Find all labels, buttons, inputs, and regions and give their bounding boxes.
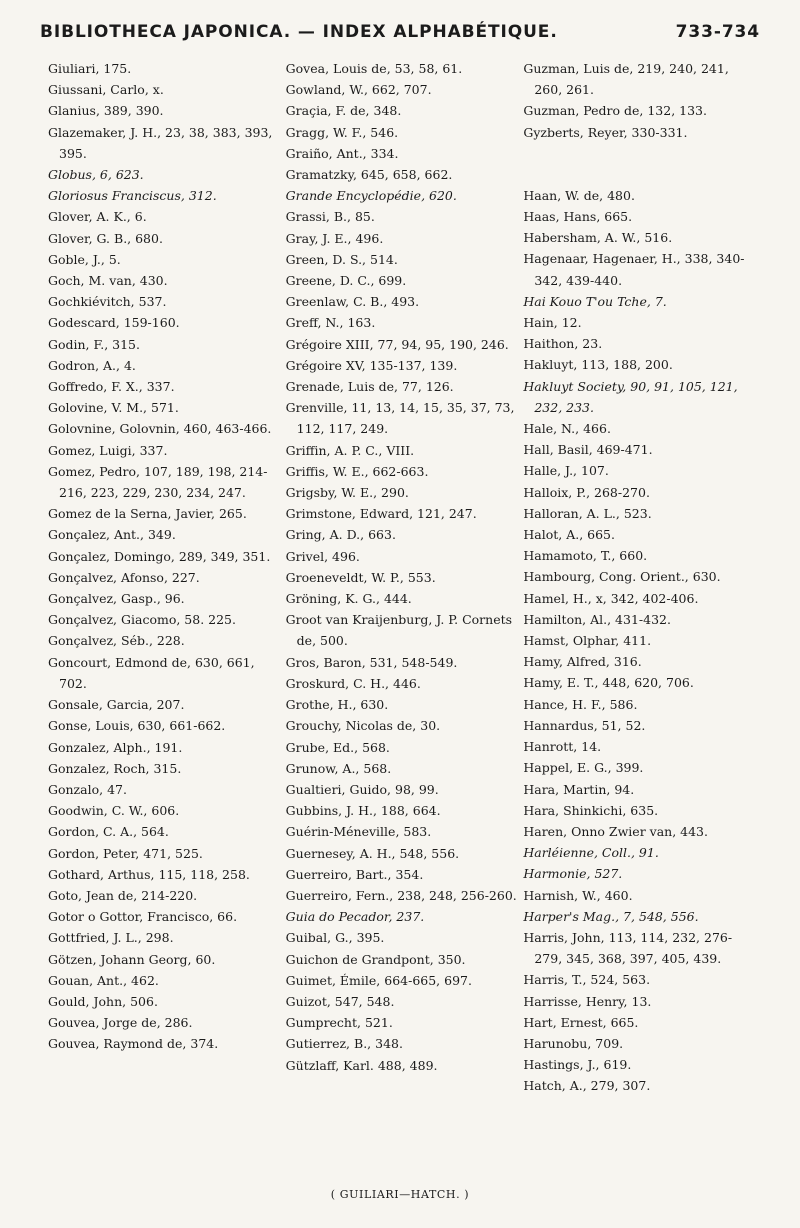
index-entry: Gonsale, Garcia, 207. (48, 697, 185, 713)
index-entry: Grenville, 11, 13, 14, 15, 35, 37, 73, 112, 117, 249. (285, 400, 515, 437)
index-entry: Glanius, 389, 390. (48, 103, 164, 119)
index-entry: Gützlaff, Karl. 488, 489. (285, 1057, 438, 1073)
index-entry: Grunow, A., 568. (285, 760, 392, 776)
index-entry: Gotor o Gottor, Francisco, 66. (48, 909, 238, 925)
index-entry: Hatch, A., 279, 307. (523, 1078, 651, 1094)
page-header (40, 22, 760, 42)
index-entry: Grassi, B., 85. (285, 209, 375, 225)
index-entry: Groskurd, C. H., 446. (285, 675, 421, 691)
index-entry: Gouan, Ant., 462. (48, 972, 159, 988)
index-entry: Glover, A. K., 6. (48, 209, 147, 225)
index-entry: Gonzalez, Roch, 315. (48, 760, 182, 776)
index-entry: Guibal, G., 395. (285, 930, 385, 946)
index-entry: Guichon de Grandpont, 350. (285, 951, 466, 967)
index-entry: Gonçalvez, Afonso, 227. (48, 569, 200, 585)
index-entry: Halloix, P., 268-270. (523, 484, 650, 500)
index-entry: Grigsby, W. E., 290. (285, 485, 409, 501)
index-entry: Grimstone, Edward, 121, 247. (285, 506, 477, 522)
index-entry: Glover, G. B., 680. (48, 230, 163, 246)
index-entry: Govea, Louis de, 53, 58, 61. (285, 61, 463, 76)
index-entry: Guzman, Pedro de, 132, 133. (523, 103, 707, 119)
index-entry: Hastings, J., 619. (523, 1057, 632, 1073)
index-entry: Harrisse, Henry, 13. (523, 993, 652, 1009)
index-entry: Goch, M. van, 430. (48, 273, 168, 289)
index-entry: Griffin, A. P. C., VIII. (285, 442, 415, 458)
index-entry: Gomez, Pedro, 107, 189, 198, 214-216, 223, 229, 230, 234, 247. (48, 463, 268, 501)
index-entry: Gualtieri, Guido, 98, 99. (285, 781, 439, 797)
index-entry: Gould, John, 506. (48, 993, 158, 1009)
index-entry: Gonzalo, 47. (48, 781, 127, 797)
index-entry: Gröning, K. G., 444. (285, 591, 412, 607)
index-entry: Greenlaw, C. B., 493. (285, 294, 420, 310)
index-entry: Happel, E. G., 399. (523, 760, 644, 776)
index-entry: Hara, Shinkichi, 635. (523, 802, 659, 818)
index-entry: Guia do Pecador, 237. (285, 909, 425, 925)
index-entry: Goble, J., 5. (48, 251, 121, 267)
index-entry: Gyzberts, Reyer, 330-331. (523, 124, 688, 140)
index-entry: Harper's Mag., 7, 548, 556. (523, 908, 699, 924)
index-entry: Harnish, W., 460. (523, 887, 633, 903)
index-entry: Guimet, Émile, 664-665, 697. (285, 972, 472, 988)
index-entry: Hall, Basil, 469-471. (523, 442, 653, 458)
index-entry: Greene, D. C., 699. (285, 273, 407, 289)
index-entry: Gottfried, J. L., 298. (48, 930, 174, 946)
index-entry: Godron, A., 4. (48, 357, 136, 373)
index-entry: Graçia, F. de, 348. (285, 103, 402, 119)
index-entry: Guerreiro, Bart., 354. (285, 866, 424, 882)
index-entry: Hakluyt Society, 90, 91, 105, 121, 232, 233. (523, 378, 738, 415)
index-entry: Haan, W. de, 480. (523, 187, 635, 203)
index-entry: Gragg, W. F., 546. (285, 124, 399, 140)
index-entry: Gothard, Arthus, 115, 118, 258. (48, 866, 250, 882)
index-entry: Grégoire XIII, 77, 94, 95, 190, 246. (285, 336, 509, 352)
index-entry: Gubbins, J. H., 188, 664. (285, 803, 441, 819)
index-entry: Hamst, Olphar, 411. (523, 633, 652, 649)
index-entry: Gonzalez, Alph., 191. (48, 739, 183, 755)
index-entry: Gonçalvez, Gasp., 96. (48, 591, 185, 607)
index-entry: Gomez de la Serna, Javier, 265. (48, 506, 247, 522)
index-entry: Grande Encyclopédie, 620. (285, 188, 457, 204)
index-entry: Guzman, Luis de, 219, 240, 241, 260, 261. (523, 61, 729, 98)
index-entry: Greff, N., 163. (285, 315, 376, 331)
index-entry: Gloriosus Franciscus, 312. (48, 188, 217, 204)
index-entry: Harris, John, 113, 114, 232, 276-279, 345, 368, 397, 405, 439. (523, 929, 733, 967)
index-entry: Haren, Onno Zwier van, 443. (523, 823, 708, 839)
index-entry: Götzen, Johann Georg, 60. (48, 951, 216, 967)
index-entry: Gramatzky, 645, 658, 662. (285, 167, 453, 183)
index-entry: Goffredo, F. X., 337. (48, 379, 175, 395)
index-entry: Hamy, E. T., 448, 620, 706. (523, 675, 694, 691)
index-entry: Hakluyt, 113, 188, 200. (523, 357, 673, 373)
index-entry: Gonçalvez, Giacomo, 58. 225. (48, 612, 236, 628)
index-entry: Grivel, 496. (285, 548, 360, 564)
index-columns (48, 58, 758, 1173)
index-entry: Green, D. S., 514. (285, 251, 398, 267)
running-title: BIBLIOTHECA JAPONICA. — INDEX ALPHABÉTIQUE. (40, 22, 558, 42)
index-entry: Globus, 6, 623. (48, 167, 144, 183)
index-entry: Godescard, 159-160. (48, 315, 180, 331)
index-entry: Grube, Ed., 568. (285, 739, 390, 755)
index-entry: Gochkiévitch, 537. (48, 294, 167, 310)
index-entry: Guizot, 547, 548. (285, 993, 395, 1009)
index-entry: Gutierrez, B., 348. (285, 1036, 403, 1052)
index-entry: Gonçalez, Ant., 349. (48, 527, 176, 543)
index-entry: Goncourt, Edmond de, 630, 661, 702. (48, 654, 255, 691)
index-entry: Goodwin, C. W., 606. (48, 803, 180, 819)
index-entry: Grégoire XV, 135-137, 139. (285, 357, 458, 373)
index-entry: Gowland, W., 662, 707. (285, 82, 432, 98)
index-entry: Gumprecht, 521. (285, 1015, 393, 1031)
index-entry: Hai Kouo T'ou Tche, 7. (523, 293, 667, 309)
index-column-1 (48, 58, 283, 1173)
index-entry: Godin, F., 315. (48, 336, 140, 352)
index-entry: Habersham, A. W., 516. (523, 230, 673, 246)
index-entry: Hamel, H., x, 342, 402-406. (523, 590, 699, 606)
index-entry: Hambourg, Cong. Orient., 630. (523, 569, 721, 585)
index-entry: Gouvea, Jorge de, 286. (48, 1015, 193, 1031)
index-entry: Gouvea, Raymond de, 374. (48, 1036, 219, 1052)
index-entry: Hain, 12. (523, 315, 582, 331)
index-entry: Gros, Baron, 531, 548-549. (285, 654, 458, 670)
index-entry: Grouchy, Nicolas de, 30. (285, 718, 441, 734)
index-entry: Golovnine, Golovnin, 460, 463-466. (48, 421, 272, 437)
index-entry: Hagenaar, Hagenaer, H., 338, 340-342, 439-440. (523, 251, 745, 288)
index-entry: Goto, Jean de, 214-220. (48, 887, 198, 903)
index-entry: Grothe, H., 630. (285, 697, 389, 713)
index-entry: Halot, A., 665. (523, 527, 615, 543)
index-entry: Haithon, 23. (523, 336, 603, 352)
index-entry: Glazemaker, J. H., 23, 38, 383, 393, 395. (48, 124, 273, 161)
index-column-3 (523, 58, 758, 1173)
index-entry: Halle, J., 107. (523, 463, 609, 479)
index-entry: Gonçalvez, Séb., 228. (48, 633, 185, 649)
index-entry: Groot van Kraijenburg, J. P. Cornets de, 500. (285, 612, 513, 649)
index-entry: Gray, J. E., 496. (285, 230, 384, 246)
index-entry: Halloran, A. L., 523. (523, 505, 652, 521)
index-entry: Hannardus, 51, 52. (523, 717, 646, 733)
page-footer-range: ( GUILIARI—HATCH. ) (330, 1188, 470, 1201)
index-entry: Gonse, Louis, 630, 661-662. (48, 718, 226, 734)
index-entry: Guérin-Méneville, 583. (285, 824, 432, 840)
index-entry: Hance, H. F., 586. (523, 696, 638, 712)
index-entry: Gordon, Peter, 471, 525. (48, 845, 203, 861)
index-entry: Giussani, Carlo, x. (48, 82, 164, 98)
index-entry: Gomez, Luigi, 337. (48, 442, 168, 458)
index-entry: Giuliari, 175. (48, 61, 132, 76)
index-entry: Harris, T., 524, 563. (523, 972, 651, 988)
section-gap (523, 143, 758, 185)
index-entry: Hamilton, Al., 431-432. (523, 611, 671, 627)
index-entry: Harmonie, 527. (523, 866, 623, 882)
index-entry: Gring, A. D., 663. (285, 527, 396, 543)
index-entry: Guernesey, A. H., 548, 556. (285, 845, 460, 861)
index-entry: Golovine, V. M., 571. (48, 400, 179, 416)
index-entry: Hart, Ernest, 665. (523, 1014, 639, 1030)
index-column-2 (286, 58, 521, 1173)
index-entry: Graiño, Ant., 334. (285, 145, 399, 161)
index-entry: Hale, N., 466. (523, 421, 611, 437)
index-entry: Hara, Martin, 94. (523, 781, 635, 797)
index-entry: Gordon, C. A., 564. (48, 824, 169, 840)
index-entry: Gonçalez, Domingo, 289, 349, 351. (48, 548, 271, 564)
index-entry: Guerreiro, Fern., 238, 248, 256-260. (285, 887, 517, 903)
index-entry: Hamy, Alfred, 316. (523, 654, 642, 670)
page-range: 733-734 (675, 22, 760, 42)
index-entry: Hanrott, 14. (523, 739, 602, 755)
index-entry: Grenade, Luis de, 77, 126. (285, 379, 454, 395)
index-entry: Harléienne, Coll., 91. (523, 845, 659, 861)
index-entry: Harunobu, 709. (523, 1035, 624, 1051)
index-entry: Haas, Hans, 665. (523, 209, 633, 225)
index-entry: Griffis, W. E., 662-663. (285, 463, 429, 479)
index-entry: Groeneveldt, W. P., 553. (285, 569, 436, 585)
index-entry: Hamamoto, T., 660. (523, 548, 648, 564)
